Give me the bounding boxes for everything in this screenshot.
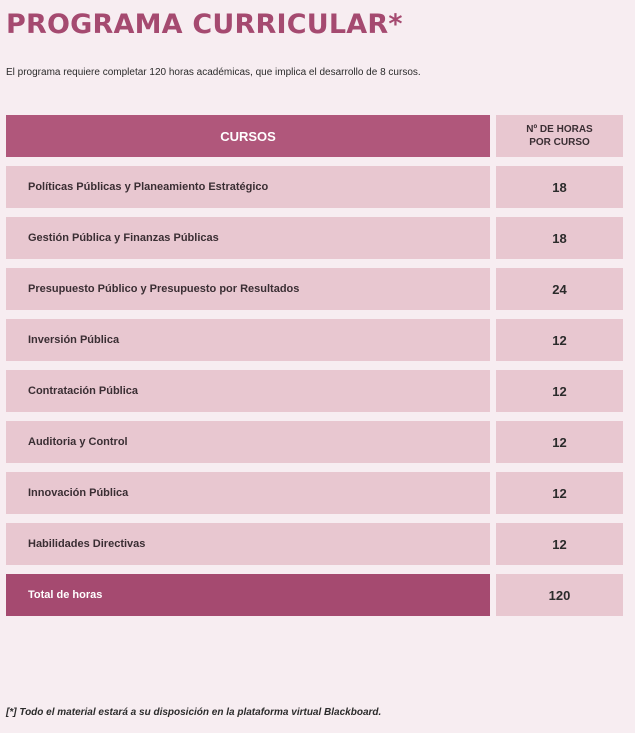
header-courses: CURSOS bbox=[6, 115, 490, 157]
table-row bbox=[6, 166, 623, 208]
course-hours: 18 bbox=[496, 166, 623, 208]
curriculum-table bbox=[6, 115, 623, 625]
table-row bbox=[6, 523, 623, 565]
course-name: Contratación Pública bbox=[6, 370, 490, 412]
course-hours: 12 bbox=[496, 319, 623, 361]
total-label: Total de horas bbox=[6, 574, 490, 616]
course-name: Habilidades Directivas bbox=[6, 523, 490, 565]
footnote: [*] Todo el material estará a su disposición en la plataforma virtual Blackboard. bbox=[6, 707, 382, 718]
course-hours: 24 bbox=[496, 268, 623, 310]
header-hours bbox=[496, 115, 623, 157]
course-name: Presupuesto Público y Presupuesto por Resultados bbox=[6, 268, 490, 310]
header-hours-line1: Nº DE HORAS bbox=[526, 124, 593, 135]
table-row bbox=[6, 268, 623, 310]
course-hours: 12 bbox=[496, 370, 623, 412]
course-name: Inversión Pública bbox=[6, 319, 490, 361]
course-hours: 12 bbox=[496, 472, 623, 514]
intro-text: El programa requiere completar 120 horas académicas, que implica el desarrollo de 8 cursos. bbox=[6, 67, 421, 78]
course-name: Políticas Públicas y Planeamiento Estratégico bbox=[6, 166, 490, 208]
page-title: PROGRAMA CURRICULAR* bbox=[6, 9, 403, 40]
course-name: Gestión Pública y Finanzas Públicas bbox=[6, 217, 490, 259]
course-name: Auditoria y Control bbox=[6, 421, 490, 463]
table-row bbox=[6, 319, 623, 361]
header-hours-line2: POR CURSO bbox=[529, 137, 590, 148]
table-row bbox=[6, 217, 623, 259]
course-hours: 12 bbox=[496, 421, 623, 463]
course-hours: 18 bbox=[496, 217, 623, 259]
table-row bbox=[6, 370, 623, 412]
course-name: Innovación Pública bbox=[6, 472, 490, 514]
table-row bbox=[6, 421, 623, 463]
total-row bbox=[6, 574, 623, 616]
table-header bbox=[6, 115, 623, 157]
course-hours: 12 bbox=[496, 523, 623, 565]
total-hours: 120 bbox=[496, 574, 623, 616]
table-row bbox=[6, 472, 623, 514]
